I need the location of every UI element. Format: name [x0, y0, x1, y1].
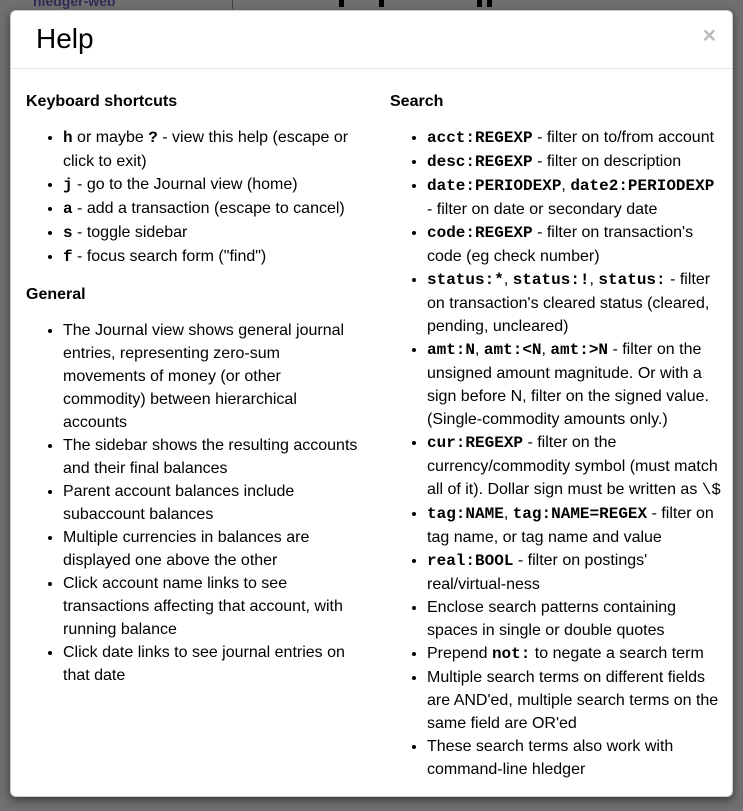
help-list-item: • f - focus search form ("find") [63, 245, 360, 269]
code-term: amt:>N [550, 341, 609, 359]
section-heading: Keyboard shortcuts [26, 93, 178, 110]
code-term: a [63, 200, 73, 218]
code-term: f [63, 248, 73, 266]
help-right-column [375, 92, 732, 797]
help-list-item: • cur:REGEXP - filter on the currency/commodity symbol (must match all of it). Dollar sign must be written as \$ [427, 431, 722, 502]
help-list-item: • Multiple search terms on different fields are AND'ed, multiple search terms on the same field are OR'ed [427, 666, 722, 735]
code-term: j [63, 176, 73, 194]
code-term: amt:<N [483, 341, 542, 359]
code-term: real:BOOL [427, 552, 514, 570]
code-term: desc:REGEXP [427, 153, 533, 171]
code-term: code:REGEXP [427, 224, 533, 242]
code-term: tag:NAME [427, 505, 504, 523]
code-term: cur:REGEXP [427, 434, 524, 452]
code-term: amt:N [427, 341, 476, 359]
help-list [26, 319, 360, 687]
help-left-column [11, 92, 375, 703]
code-term: \$ [701, 481, 721, 499]
code-term: date2:PERIODEXP [570, 177, 715, 195]
help-list [390, 126, 722, 781]
help-list-item: • amt:N, amt:<N, amt:>N - filter on the unsigned amount magnitude. Or with a sign before N, filter on the signed value. (Single-commodity amounts only.) [427, 338, 722, 431]
help-list-item: • date:PERIODEXP, date2:PERIODEXP - filter on date or secondary date [427, 174, 722, 221]
code-term: h [63, 129, 73, 147]
section-heading: Search [390, 93, 444, 110]
help-modal [10, 10, 733, 797]
code-term: s [63, 224, 73, 242]
help-list-item: • real:BOOL - filter on postings' real/virtual-ness [427, 549, 722, 596]
help-list-item: • j - go to the Journal view (home) [63, 173, 360, 197]
section-heading: General [26, 286, 86, 303]
help-list-item: • acct:REGEXP - filter on to/from account [427, 126, 722, 150]
code-term: not: [491, 645, 531, 663]
close-icon[interactable]: × [702, 22, 716, 48]
help-list-item: • The sidebar shows the resulting accounts and their final balances [63, 434, 360, 480]
modal-header [11, 11, 732, 69]
help-list-item: • desc:REGEXP - filter on description [427, 150, 722, 174]
help-list-item: • Enclose search patterns containing spaces in single or double quotes [427, 596, 722, 642]
code-term: ? [148, 129, 158, 147]
code-term: date:PERIODEXP [427, 177, 562, 195]
help-list-item: • Click date links to see journal entries on that date [63, 641, 360, 687]
code-term: status:! [512, 271, 590, 289]
help-list-item: • s - toggle sidebar [63, 221, 360, 245]
help-list-item: • Parent account balances include subaccount balances [63, 480, 360, 526]
help-list-item: • tag:NAME, tag:NAME=REGEX - filter on tag name, or tag name and value [427, 502, 722, 549]
code-term: tag:NAME=REGEX [512, 505, 648, 523]
help-list-item: • These search terms also work with command-line hledger [427, 735, 722, 781]
help-list-item: • status:*, status:!, status: - filter on transaction's cleared status (cleared, pending, uncleared) [427, 268, 722, 338]
code-term: status:* [427, 271, 504, 289]
help-list-item: • Multiple currencies in balances are displayed one above the other [63, 526, 360, 572]
help-list-item: • The Journal view shows general journal entries, representing zero-sum movements of money (or other commodity) between hierarchical accounts [63, 319, 360, 434]
help-list-item: • a - add a transaction (escape to cancel) [63, 197, 360, 221]
help-list [26, 126, 360, 269]
code-term: status: [598, 271, 666, 289]
help-list-item: • Click account name links to see transactions affecting that account, with running balance [63, 572, 360, 641]
code-term: acct:REGEXP [427, 129, 533, 147]
modal-body [11, 69, 732, 797]
help-list-item: • code:REGEXP - filter on transaction's code (eg check number) [427, 221, 722, 268]
modal-title: Help [36, 23, 94, 54]
help-list-item: • Prepend not: to negate a search term [427, 642, 722, 666]
help-list-item: • h or maybe ? - view this help (escape or click to exit) [63, 126, 360, 173]
